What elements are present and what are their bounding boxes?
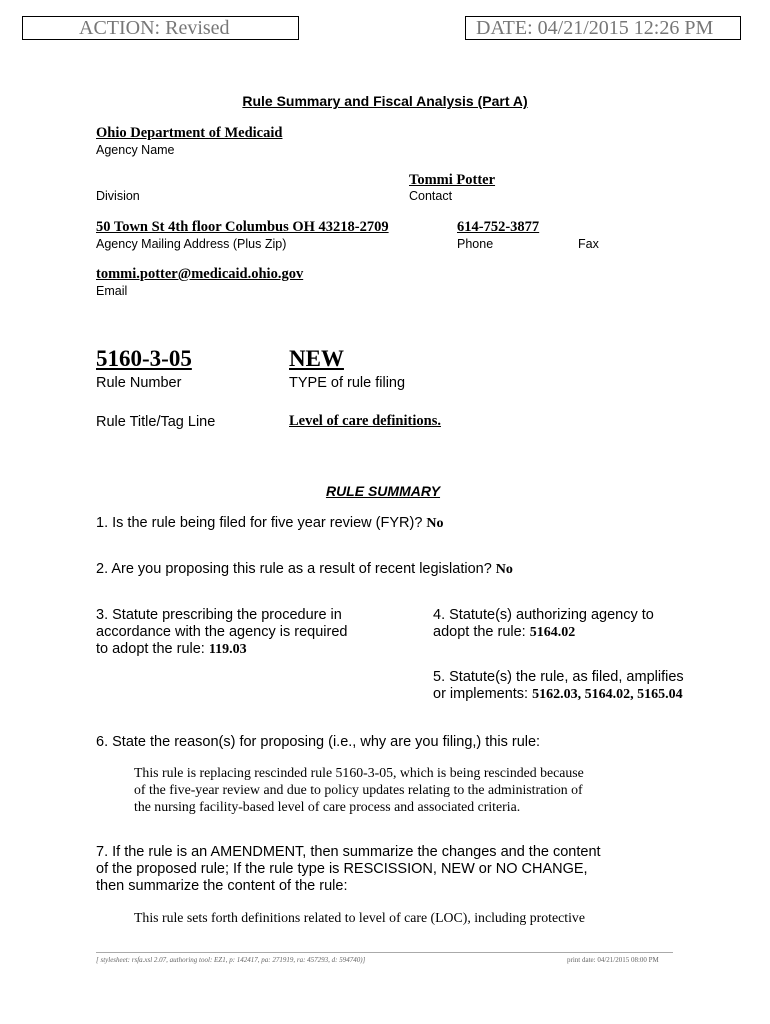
question-1-text: 1. Is the rule being filed for five year review (FYR)? — [96, 515, 423, 531]
answer-2: No — [495, 562, 513, 577]
date-text: DATE: 04/21/2015 12:26 PM — [476, 17, 714, 39]
date-box — [465, 16, 741, 40]
question-3-line-2: accordance with the agency is required — [96, 624, 348, 640]
question-5 — [433, 669, 684, 703]
question-4-line-1: 4. Statute(s) authorizing agency to — [433, 607, 654, 623]
contact-value: Tommi Potter — [409, 172, 496, 188]
question-7-line-2: of the proposed rule; If the rule type is RESCISSION, NEW or NO CHANGE, — [96, 861, 588, 877]
address-value: 50 Town St 4th floor Columbus OH 43218-2709 — [96, 219, 389, 235]
answer-3: 119.03 — [208, 642, 247, 657]
answer-5: 5162.03, 5164.02, 5165.04 — [532, 687, 683, 702]
contact-label: Contact — [409, 189, 453, 203]
action-box — [22, 16, 299, 40]
form-title: Rule Summary and Fiscal Analysis (Part A) — [242, 93, 528, 109]
question-2-text: 2. Are you proposing this rule as a result of recent legislation? — [96, 561, 492, 577]
footer-print-date: print date: 04/21/2015 08:00 PM — [567, 956, 659, 964]
question-3-line-1: 3. Statute prescribing the procedure in — [96, 607, 342, 623]
fax-label: Fax — [578, 237, 599, 251]
agency-name-value: Ohio Department of Medicaid — [96, 125, 283, 141]
agency-name-label: Agency Name — [96, 143, 175, 157]
question-2 — [96, 561, 513, 578]
answer-7-line-1: This rule sets forth definitions related to level of care (LOC), including protective — [134, 910, 585, 925]
rule-title-label: Rule Title/Tag Line — [96, 414, 216, 430]
rule-type-label: TYPE of rule filing — [289, 375, 406, 391]
question-4-line-2: adopt the rule: — [433, 624, 526, 640]
email-label: Email — [96, 284, 128, 298]
question-7-line-1: 7. If the rule is an AMENDMENT, then summarize the changes and the content — [96, 844, 601, 860]
question-1 — [96, 515, 444, 532]
rule-number-value: 5160-3-05 — [96, 346, 192, 371]
answer-6-line-3: the nursing facility-based level of care process and associated criteria. — [134, 799, 521, 814]
footer-stylesheet-info: [ stylesheet: rsfa.xsl 2.07, authoring tool: EZ1, p: 142417, pa: 271919, ra: 457293, d: 594740)] — [96, 956, 366, 964]
action-text: ACTION: Revised — [79, 17, 230, 39]
phone-label: Phone — [457, 237, 494, 251]
rule-number-label: Rule Number — [96, 375, 182, 391]
answer-4: 5164.02 — [529, 625, 576, 640]
question-6: 6. State the reason(s) for proposing (i.e., why are you filing,) this rule: — [96, 734, 541, 750]
division-label: Division — [96, 189, 140, 203]
rule-title-value: Level of care definitions. — [289, 413, 441, 429]
footer-divider — [96, 952, 673, 953]
question-3 — [96, 607, 347, 658]
question-3-line-3: to adopt the rule: — [96, 641, 205, 657]
phone-value: 614-752-3877 — [457, 219, 540, 235]
rule-type-value: NEW — [289, 346, 344, 371]
rule-summary-heading: RULE SUMMARY — [325, 483, 441, 499]
question-5-line-1: 5. Statute(s) the rule, as filed, amplifies — [433, 669, 684, 685]
answer-6 — [134, 764, 584, 815]
answer-1: No — [426, 516, 444, 531]
email-value: tommi.potter@medicaid.ohio.gov — [96, 266, 304, 282]
question-4 — [433, 607, 654, 641]
answer-6-line-2: of the five-year review and due to policy updates relating to the administration of — [134, 782, 583, 797]
question-7-line-3: then summarize the content of the rule: — [96, 878, 348, 894]
answer-6-line-1: This rule is replacing rescinded rule 5160-3-05, which is being rescinded because — [134, 765, 584, 780]
question-5-line-2: or implements: — [433, 686, 529, 702]
address-label: Agency Mailing Address (Plus Zip) — [96, 237, 287, 251]
question-7 — [96, 844, 601, 895]
